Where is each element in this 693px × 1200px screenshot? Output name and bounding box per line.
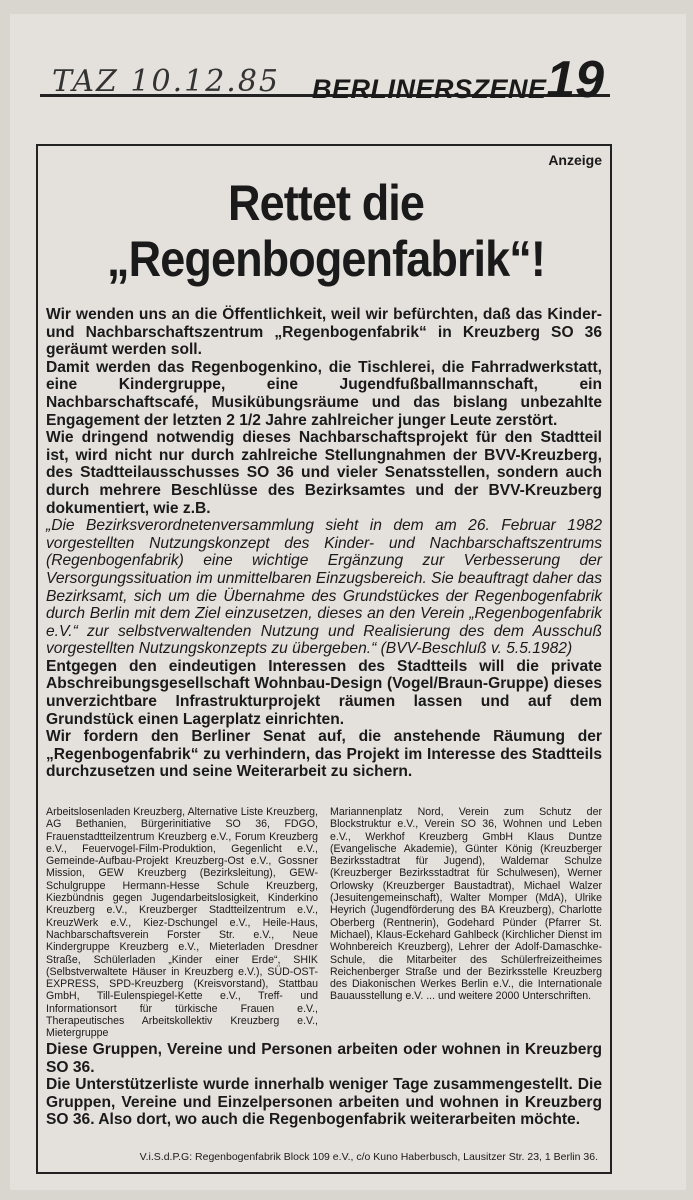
signatories-left-column: Arbeitslosenladen Kreuzberg, Alternative Liste Kreuzberg, AG Bethanien, Bürgerinitiative SO 36, FDGO, Frauenstadtteilzentrum Kreuzberg e.V., Forum Kreuzberg e.V., Feuervogel-Film-Produktion, Gegenlicht e.V., Gemeinde-Aufbau-Projekt Kreuzberg-Ost e.V., Gossner Mission, GEW Kreuzberg (Bezirksleitung), GEW-Schulgruppe Hermann-Hesse Schule Kreuzberg, Kiezbündnis gegen Jugendarbeitslosigkeit, Kinderkino Kreuzberg e.V., Kreuzberger Stadtteilzentrum e.V., KreuzWerk e.V., Kiez-Dschungel e.V., Heile-Haus, Nachbarschaftsverein Forster Str. e.V., Neue Kindergruppe Kreuzberg e.V., Mieterladen Dresdner Straße, Schülerladen „Kinder einer Erde“, SHIK (Selbstverwaltete Häuser in Kreuzberg e.V.), SÜD-OST-EXPRESS, SPD-Kreuzberg (Kreisvorstand), Stattbau GmbH, Till-Eulenspiegel-Kette e.V., Treff- und Informationsort für türkische Frauen e.V., Therapeutisches Arbeitskollektiv Kreuzberg e.V., Mietergruppe bbox=[46, 806, 318, 1040]
paragraph: Wir wenden uns an die Öffentlichkeit, weil wir befürchten, daß das Kinder- und Nachbarschaftszentrum „Regenbogenfabrik“ in Kreuzberg SO 36 geräumt werden soll. bbox=[46, 306, 602, 359]
paragraph: Wir fordern den Berliner Senat auf, die anstehende Räumung der „Regenbogenfabrik“ zu verhindern, das Projekt im Interesse des Stadtteils durchzusetzen und seine Weiterarbeit zu sichern. bbox=[46, 728, 602, 781]
ad-label: Anzeige bbox=[548, 152, 602, 168]
resolution-quote: „Die Bezirksverordnetenversammlung sieht in dem am 26. Februar 1982 vorgestellten Nutzungskonzept des Kinder- und Nachbarschaftszentrums (Regenbogenfabrik) eine wichtige Ergänzung zur Verbesserung der Versorgungssituation im unmittelbaren Einzugsbereich. Sie beauftragt daher das Bezirksamt, sich um die Übernahme des Grundstückes der Regenbogenfabrik durch Berlin mit dem Ziel einzusetzen, dieses an den Verein „Regenbogenfabrik e.V.“ zur selbstverwaltenden Nutzung und Realisierung des dem Ausschuß vorgestellten Nutzungskonzepts zu übergeben.“ (BVV-Beschluß v. 5.5.1982) bbox=[46, 517, 602, 658]
paragraph: Wie dringend notwendig dieses Nachbarschaftsprojekt für den Stadtteil ist, wird nicht nur durch zahlreiche Stellungnahmen der BVV-Kreuzberg, des Stadtteilausschusses SO 36 und vieler Senatsstellen, sondern auch durch mehrere Beschlüsse des Bezirksamtes und der BVV-Kreuzberg dokumentiert, wie z.B. bbox=[46, 429, 602, 517]
imprint: V.i.S.d.P.G: Regenbogenfabrik Block 109 e.V., c/o Kuno Haberbusch, Lausitzer Str. 23, 1 Berlin 36. bbox=[139, 1151, 598, 1163]
paragraph: Damit werden das Regenbogenkino, die Tischlerei, die Fahrradwerkstatt, eine Kindergruppe, eine Jugendfußballmannschaft, ein Nachbarschaftscafé, Musikübungsräume und das bislang unbezahlte Engagement der letzten 2 1/2 Jahre zahlreicher junger Leute zerstört. bbox=[46, 358, 602, 429]
signatories bbox=[46, 806, 602, 1040]
closing-text bbox=[46, 1041, 602, 1129]
body-text bbox=[46, 306, 602, 781]
headline-line-2: „Regenbogenfabrik“! bbox=[107, 231, 545, 287]
section-title: BERLINERSZENE bbox=[312, 74, 547, 104]
closing-paragraph: Die Unterstützerliste wurde innerhalb weniger Tage zusammengestellt. Die Gruppen, Vereine und Einzelpersonen arbeiten und wohnen in Kreuzberg SO 36. Also dort, wo auch die Regenbogenfabrik weiterarbeiten möchte. bbox=[46, 1076, 602, 1129]
masthead bbox=[40, 36, 610, 109]
signatories-right-column: Mariannenplatz Nord, Verein zum Schutz der Blockstruktur e.V., Verein SO 36, Wohnen und Leben e.V., Werkhof Kreuzberg GmbH Klaus Duntze (Evangelische Akademie), Günter König (Kreuzberger Bezirksstadtrat für Jugend), Waldemar Schulze (Kreuzberger Bezirksstadtrat für Schulwesen), Werner Orlowsky (Kreuzberger Baustadtrat), Michael Walzer (Jesuitengemeinschaft), Walter Momper (MdA), Ulrike Heyrich (Jugendförderung des BA Kreuzberg), Charlotte Oberberg (Rentnerin), Godehard Pünder (Pfarrer St. Michael), Klaus-Eckehard Gahlbeck (Kirchlicher Dienst im Wohnbereich Kreuzberg), Lehrer der Adolf-Damaschke-Schule, die Mitarbeiter des Schülerfreizeitheimes Reichenberger Straße und der Bezirksstelle Kreuzberg des Diakonischen Werkes Berlin e.V., die Internationale Bauausstellung e.V. ... und weitere 2000 Unterschriften. bbox=[330, 806, 602, 1003]
handwritten-date-note: TAZ 10.12.85 bbox=[52, 64, 281, 99]
paragraph: Entgegen den eindeutigen Interessen des Stadtteils will die private Abschreibungsgesellschaft Wohnbau-Design (Vogel/Braun-Gruppe) dieses unverzichtbare Infrastrukturprojekt räumen lassen und auf dem Grundstück einen Lagerplatz einrichten. bbox=[46, 657, 602, 728]
closing-paragraph: Diese Gruppen, Vereine und Personen arbeiten oder wohnen in Kreuzberg SO 36. bbox=[46, 1041, 602, 1076]
advertisement-box bbox=[36, 144, 612, 1174]
newspaper-page bbox=[10, 14, 686, 1190]
page-number: 19 bbox=[546, 51, 604, 109]
headline-line-1: Rettet die bbox=[227, 175, 425, 231]
